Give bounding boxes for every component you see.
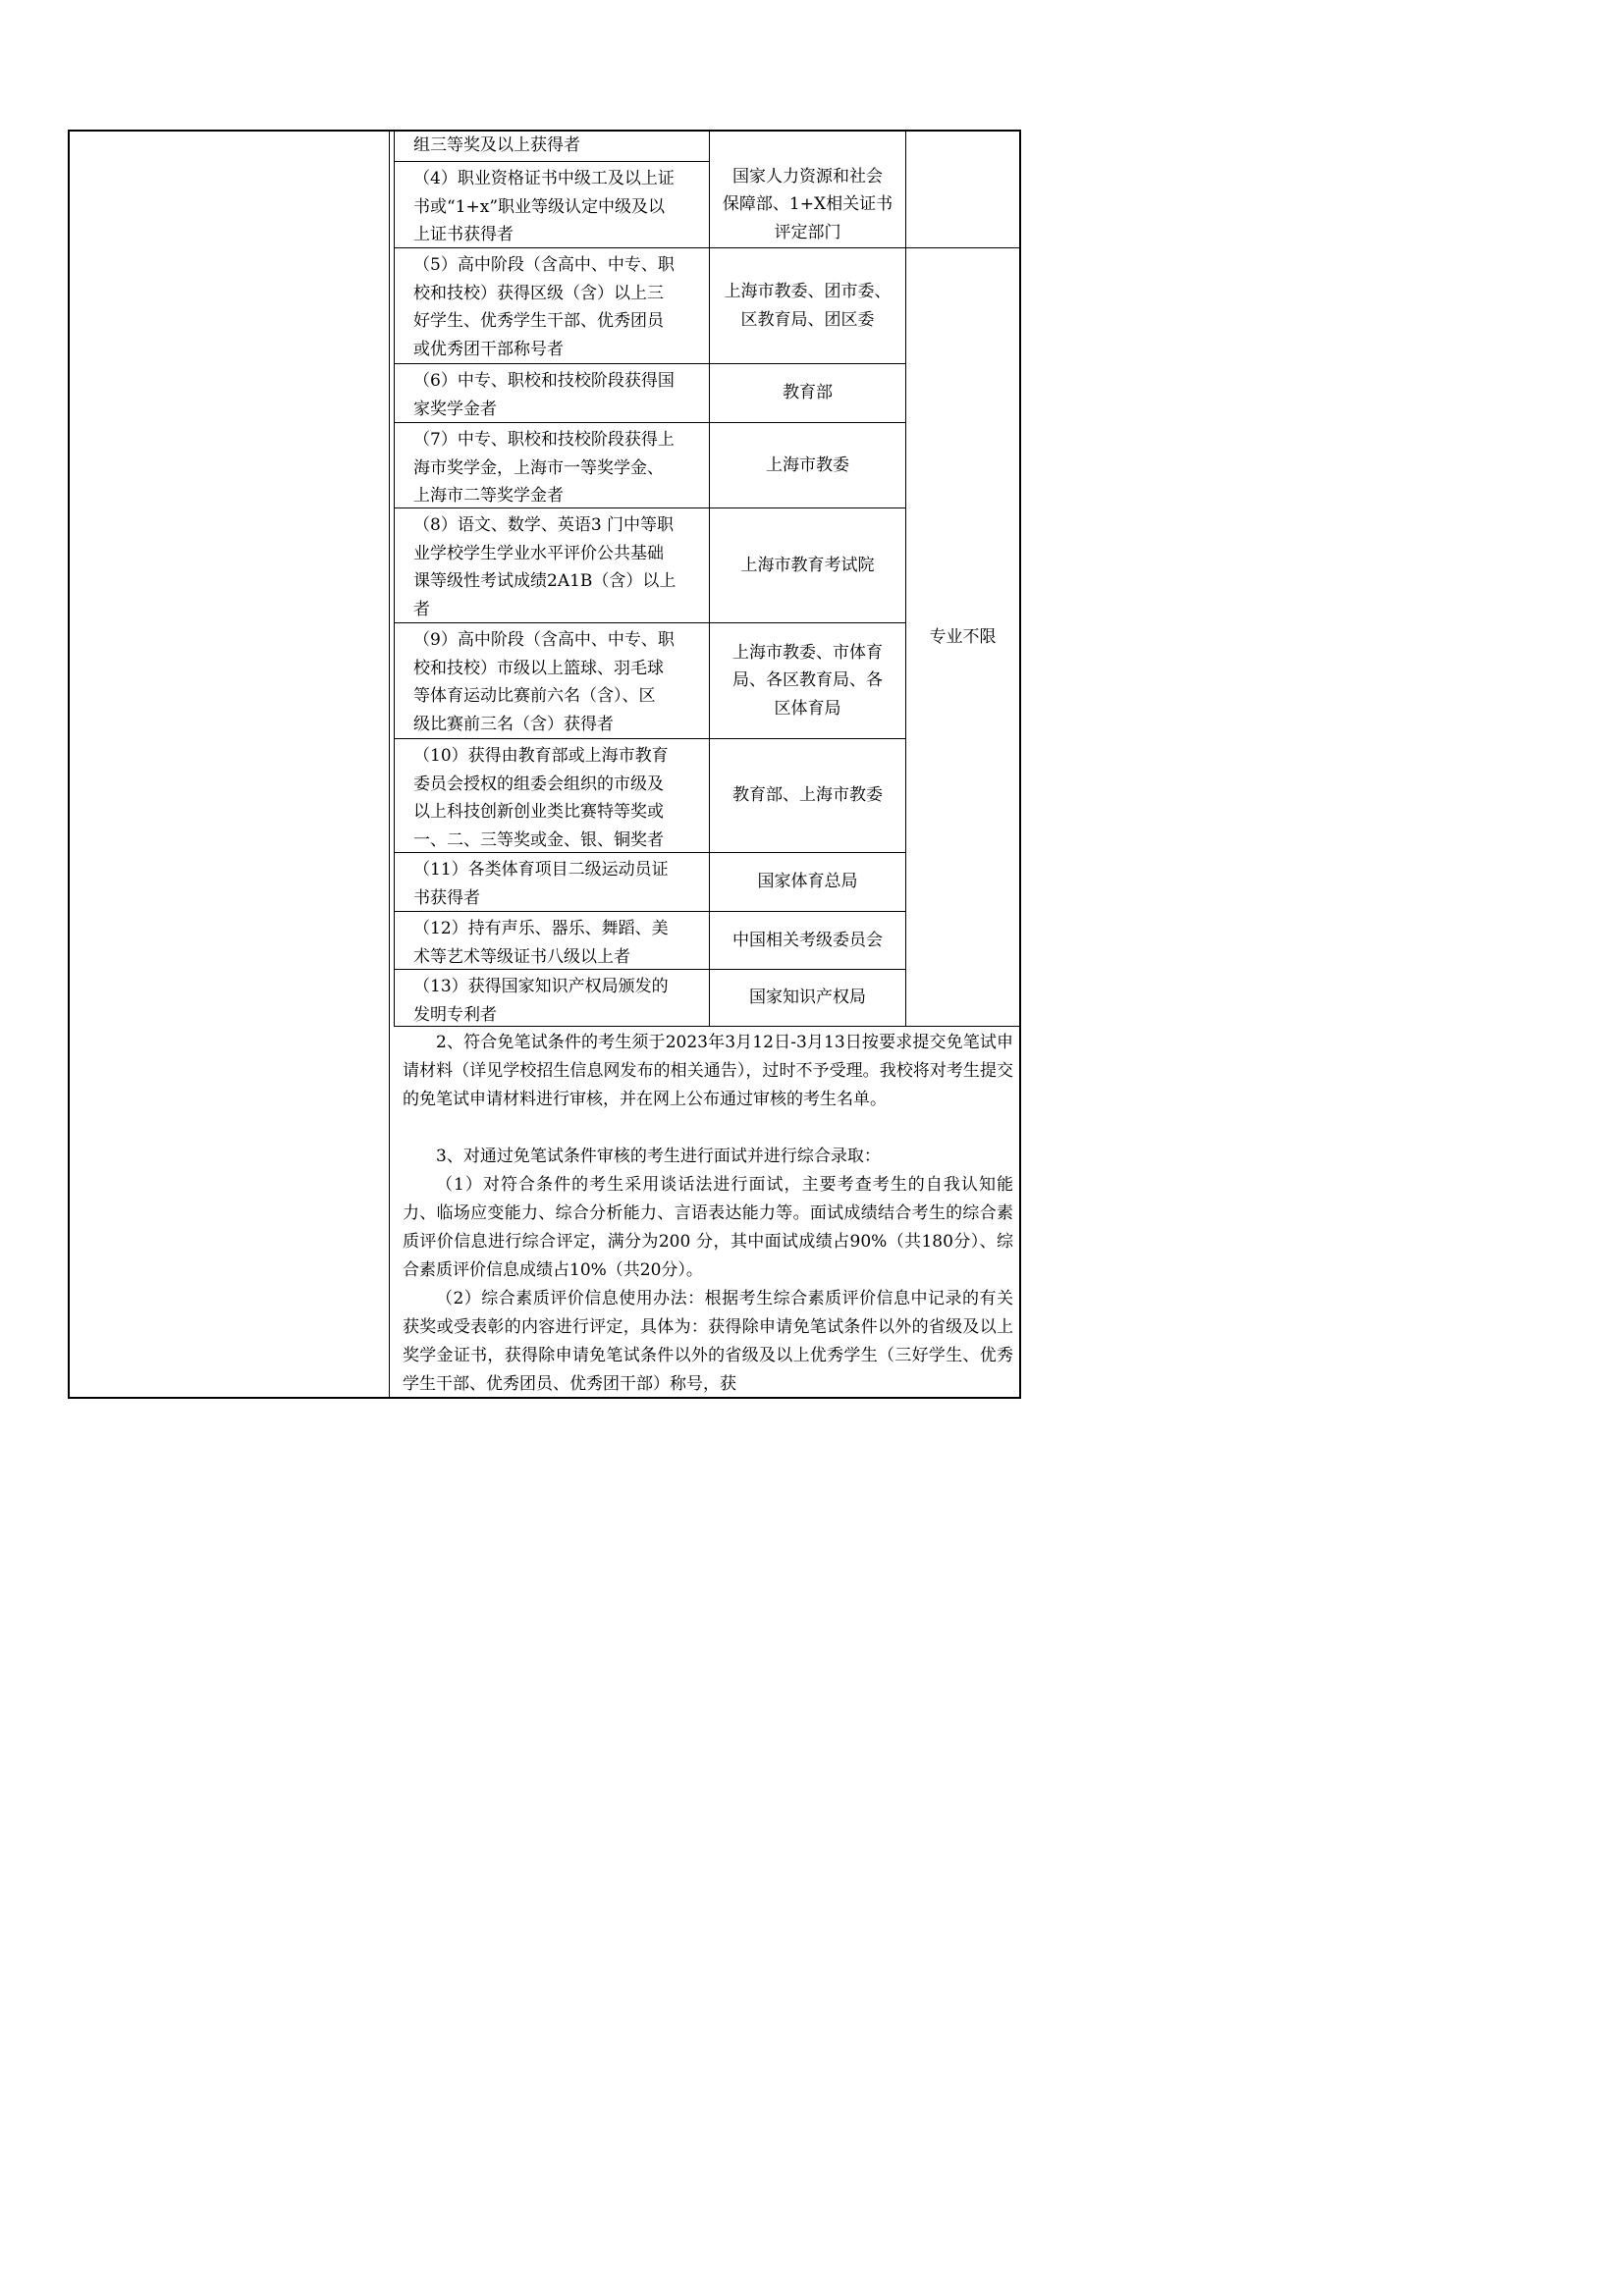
paragraph: 2、符合免笔试条件的考生须于2023年3月12日-3月13日按要求提交免笔试申请材料（详见学校招生信息网发布的相关通告），过时不予受理。我校将对考生提交的免笔试申请材料进行审核，并在网上公布通过审核的考生名单。: [403, 1033, 1013, 1109]
authority-cell: 上海市教委、市体育 局、各区教育局、各 区体育局: [732, 642, 883, 719]
criterion-cell: （8）语文、数学、英语3 门中等职 业学校学生学业水平评价公共基础 课等级性考试成绩2A1B（含）以上 者: [413, 515, 677, 619]
criterion-cell: （10）获得由教育部或上海市教育 委员会授权的组委会组织的市级及 以上科技创新创业类比赛特等奖或 一、二、三等奖或金、银、铜奖者: [413, 746, 669, 850]
authority-cell: 上海市教育考试院: [740, 555, 875, 575]
criterion-cell: （7）中专、职校和技校阶段获得上 海市奖学金，上海市一等奖学金、 上海市二等奖学金者: [413, 430, 675, 506]
authority-cell: 教育部、上海市教委: [732, 785, 883, 806]
paragraph: 3、对通过免笔试条件审核的考生进行面试并进行综合录取：: [436, 1147, 881, 1166]
major-cell: 专业不限: [929, 626, 997, 647]
authority-cell: 国家知识产权局: [749, 988, 866, 1008]
criterion-cell: （4）职业资格证书中级工及以上证 书或“1+x”职业等级认定中级及以 上证书获得者: [413, 169, 675, 244]
criterion-cell: （13）获得国家知识产权局颁发的 发明专利者: [413, 977, 669, 1025]
authority-cell: [710, 132, 905, 161]
criterion-cell: （6）中专、职校和技校阶段获得国 家奖学金者: [413, 371, 675, 419]
criterion-cell: （11）各类体育项目二级运动员证 书获得者: [413, 860, 669, 908]
authority-cell: 上海市教委、团市委、 区教育局、团区委: [724, 282, 892, 330]
authority-cell: 上海市教委: [766, 454, 849, 475]
column-divider-left: [389, 130, 390, 1399]
criterion-cell: （5）高中阶段（含高中、中专、职 校和技校）获得区级（含）以上三 好学生、优秀学生干部、优秀团员 或优秀团干部称号者: [413, 255, 675, 359]
authority-cell: 国家人力资源和社会 保障部、1+X相关证书 评定部门: [722, 166, 893, 242]
paragraph: （2）综合素质评价信息使用办法：根据考生综合素质评价信息中记录的有关获奖或受表彰的内容进行评定，具体为：获得除申请免笔试条件以外的省级及以上奖学金证书，获得除申请免笔试条件以外的省级及以上优秀学生（三好学生、优秀学生干部、优秀团员、优秀团干部）称号，获: [403, 1289, 1013, 1394]
paragraph: （1）对符合条件的考生采用谈话法进行面试，主要考查考生的自我认知能力、临场应变能力、综合分析能力、言语表达能力等。面试成绩结合考生的综合素质评价信息进行综合评定，满分为200 分，其中面试成绩占90%（共180分）、综合素质评价信息成绩占10%（共20分）。: [403, 1175, 1013, 1280]
authority-cell: 教育部: [783, 383, 833, 403]
authority-cell: 中国相关考级委员会: [732, 930, 883, 950]
criterion-cell: 组三等奖及以上获得者: [413, 135, 580, 155]
criterion-cell: （9）高中阶段（含高中、中专、职 校和技校）市级以上篮球、羽毛球 等体育运动比赛前六名（含）、区 级比赛前三名（含）获得者: [413, 630, 675, 734]
authority-cell: 国家体育总局: [757, 872, 858, 892]
table-border-left: [68, 130, 70, 1399]
table-border-right: [1019, 130, 1021, 1399]
criterion-cell: （12）持有声乐、器乐、舞蹈、美 术等艺术等级证书八级以上者: [413, 919, 669, 967]
